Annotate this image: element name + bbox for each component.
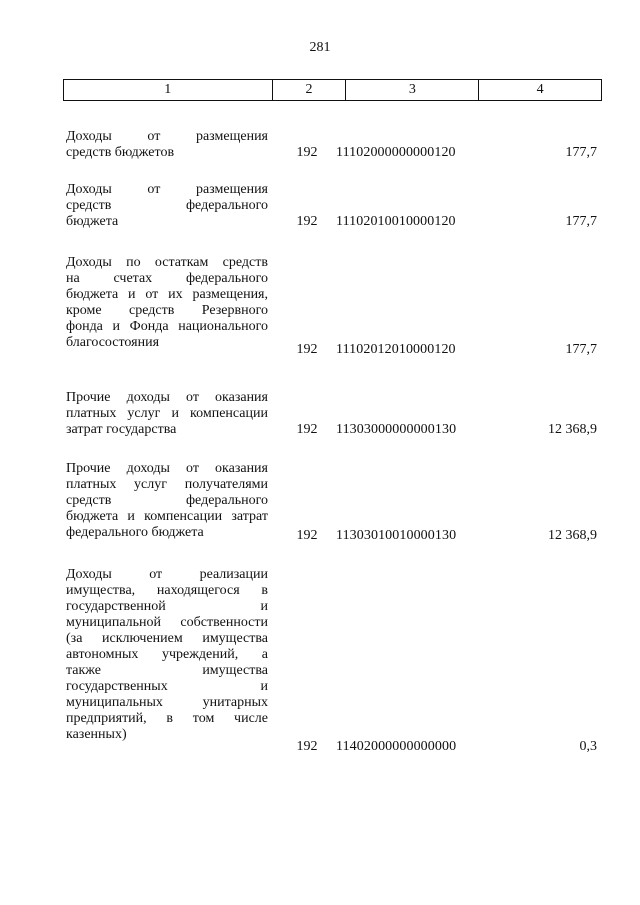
desc-line: казенных) <box>66 727 127 742</box>
desc-line: бюджета и компенсации затрат <box>66 509 268 524</box>
row-amount: 177,7 <box>565 214 597 229</box>
desc-line: на счетах федерального <box>66 271 268 286</box>
desc-line: бюджета и от их размещения, <box>66 287 268 302</box>
row-budget-code: 11303010010000130 <box>336 528 457 543</box>
desc-line: муниципальных унитарных <box>66 695 268 710</box>
desc-line: Доходы от размещения <box>66 129 268 144</box>
desc-line: Прочие доходы от оказания <box>66 390 268 405</box>
desc-line: кроме средств Резервного <box>66 303 268 318</box>
row-amount: 12 368,9 <box>548 422 597 437</box>
row-description <box>66 182 268 230</box>
desc-line: Прочие доходы от оказания <box>66 461 268 476</box>
desc-line: Доходы от реализации <box>66 567 268 582</box>
desc-line: автономных учреждений, а <box>66 647 268 662</box>
row-admin-code: 192 <box>296 422 318 437</box>
desc-line: средств федерального <box>66 198 268 213</box>
row-amount: 177,7 <box>565 145 597 160</box>
desc-line: (за исключением имущества <box>66 631 268 646</box>
row-admin-code: 192 <box>296 214 318 229</box>
row-amount: 12 368,9 <box>548 528 597 543</box>
desc-line: платных услуг и компенсации <box>66 406 268 421</box>
desc-line: муниципальной собственности <box>66 615 268 630</box>
desc-line: предприятий, в том числе <box>66 711 268 726</box>
row-budget-code: 11303000000000130 <box>336 422 457 437</box>
row-description <box>66 255 268 351</box>
row-amount: 0,3 <box>579 739 597 754</box>
row-budget-code: 11102012010000120 <box>336 342 456 357</box>
desc-line: государственной и <box>66 599 268 614</box>
row-budget-code: 11102010010000120 <box>336 214 456 229</box>
table-header <box>63 79 602 101</box>
row-admin-code: 192 <box>296 342 318 357</box>
row-description <box>66 129 268 161</box>
row-description <box>66 461 268 541</box>
desc-line: благосостояния <box>66 335 160 350</box>
desc-line: бюджета <box>66 214 119 229</box>
page-number: 281 <box>309 40 331 55</box>
row-admin-code: 192 <box>296 528 318 543</box>
row-admin-code: 192 <box>296 145 318 160</box>
row-description <box>66 567 268 743</box>
desc-line: Доходы по остаткам средств <box>66 255 268 270</box>
desc-line: также имущества <box>66 663 268 678</box>
desc-line: платных услуг получателями <box>66 477 268 492</box>
header-col-3: 3 <box>346 80 479 101</box>
row-budget-code: 11102000000000120 <box>336 145 456 160</box>
header-col-1: 1 <box>64 80 273 101</box>
row-amount: 177,7 <box>565 342 597 357</box>
desc-line: затрат государства <box>66 422 177 437</box>
row-description <box>66 390 268 438</box>
desc-line: средств федерального <box>66 493 268 508</box>
desc-line: фонда и Фонда национального <box>66 319 268 334</box>
header-col-4: 4 <box>479 80 602 101</box>
row-admin-code: 192 <box>296 739 318 754</box>
desc-line: государственных и <box>66 679 268 694</box>
desc-line: имущества, находящегося в <box>66 583 268 598</box>
desc-line: Доходы от размещения <box>66 182 268 197</box>
desc-line: федерального бюджета <box>66 525 204 540</box>
desc-line: средств бюджетов <box>66 145 175 160</box>
header-col-2: 2 <box>272 80 346 101</box>
row-budget-code: 11402000000000000 <box>336 739 457 754</box>
